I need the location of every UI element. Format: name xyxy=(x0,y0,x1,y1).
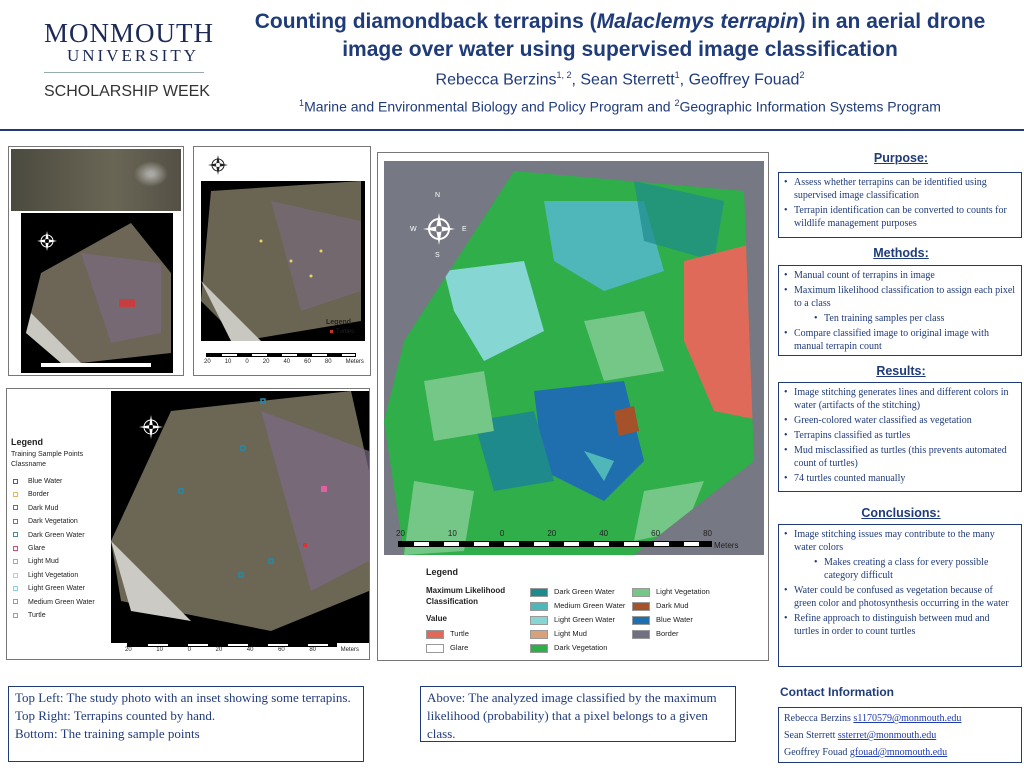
inset-photo xyxy=(11,149,181,211)
affiliations: $^1$Marine and Environmental Biology and Policy Program and $^2$Geographic Information Systems Program xyxy=(299,98,941,115)
scale-bar xyxy=(206,353,356,357)
classified-scale-bar xyxy=(398,541,712,547)
contact-row xyxy=(784,746,1016,759)
contact-row xyxy=(784,712,1016,725)
scale-label: 0 xyxy=(187,647,191,653)
scale-label: 20 xyxy=(262,359,270,365)
training-legend-classname: Classname xyxy=(11,461,47,468)
legend-swatch xyxy=(13,532,18,537)
contact-email-link[interactable]: s1170579@monmouth.edu xyxy=(853,713,962,724)
legend-swatch xyxy=(530,644,548,653)
conclusions-list xyxy=(784,528,1016,638)
legend-label: Dark Vegetation xyxy=(554,643,608,652)
results-item: • Green-colored water classified as vegetation xyxy=(784,414,1016,427)
classified-legend-item xyxy=(530,601,625,611)
scale-label: 60 xyxy=(651,529,661,538)
purpose-list xyxy=(784,176,1016,230)
study-photo-panel xyxy=(8,146,184,376)
scale-label: 40 xyxy=(283,359,291,365)
classified-legend-item xyxy=(632,629,679,639)
caption-center: Above: The analyzed image classified by the maximum likelihood (probability) that a pixel belongs to a given class. xyxy=(420,686,736,742)
legend-label: Glare xyxy=(28,545,46,553)
results-box xyxy=(778,382,1022,492)
training-legend-item xyxy=(13,542,95,555)
legend-label: Light Green Water xyxy=(554,615,615,624)
methods-item: • Compare classified image to original image with manual terrapin count xyxy=(784,327,1016,353)
caption-left xyxy=(8,686,364,762)
classified-legend-item xyxy=(530,587,615,597)
scale-label: 20 xyxy=(204,359,211,365)
header-rule xyxy=(0,129,1024,131)
results-item: • Terrapins classified as turtles xyxy=(784,429,1016,442)
caption-left-line: Top Left: The study photo with an inset showing some terrapins. xyxy=(15,690,351,705)
training-legend-subtitle: Training Sample Points xyxy=(11,451,84,458)
classified-legend-title: Legend xyxy=(426,567,459,577)
training-legend-item xyxy=(13,502,95,515)
logo-monmouth: MONMOUTH xyxy=(44,18,214,48)
legend-swatch xyxy=(632,616,650,625)
methods-item: • Maximum likelihood classification to assign each pixel to a class xyxy=(784,284,1016,310)
scale-label: 40 xyxy=(246,647,254,653)
contact-email-link[interactable]: ssterret@monmouth.edu xyxy=(837,730,937,741)
training-legend-item xyxy=(13,609,95,622)
purpose-box xyxy=(778,172,1022,238)
classified-legend-item xyxy=(632,615,693,625)
classified-image-panel xyxy=(377,152,769,661)
turtles-legend-item xyxy=(330,329,354,335)
legend-swatch xyxy=(530,616,548,625)
conclusions-box xyxy=(778,524,1022,667)
legend-label: Turtle xyxy=(28,612,46,620)
training-legend-item xyxy=(13,555,95,568)
turtles-legend-label: Turtles xyxy=(336,329,355,335)
authors: Rebecca Berzins$^{1, 2}$, Sean Sterrett$^1$, Geoffrey Fouad$^2$ xyxy=(435,70,805,89)
classified-legend-item xyxy=(632,601,689,611)
classified-legend-item xyxy=(426,643,468,653)
legend-swatch xyxy=(13,573,18,578)
scale-label: 0 xyxy=(245,359,249,365)
training-map xyxy=(111,391,369,643)
legend-label: Dark Green Water xyxy=(28,531,85,539)
methods-heading: Methods: xyxy=(873,246,929,260)
training-legend-title: Legend xyxy=(11,437,44,447)
results-heading: Results: xyxy=(876,364,926,378)
contact-row xyxy=(784,729,1016,742)
legend-swatch xyxy=(13,492,18,497)
training-legend-item xyxy=(13,488,95,501)
legend-swatch xyxy=(632,602,650,611)
training-legend-item xyxy=(13,529,95,542)
scale-label: 10 xyxy=(156,647,163,653)
training-scale-labels xyxy=(125,647,359,653)
contact-name: Rebecca Berzins xyxy=(784,713,851,724)
logo-scholarship-week: SCHOLARSHIP WEEK xyxy=(44,83,210,100)
logo-divider xyxy=(44,72,204,73)
scale-label: 20 xyxy=(396,529,405,538)
compass-icon xyxy=(139,415,163,439)
legend-swatch xyxy=(632,588,650,597)
classified-map-svg xyxy=(384,161,764,555)
legend-swatch xyxy=(426,630,444,639)
conclusions-item: • Water could be confused as vegetation because of green color and photosynthesis occurring in the water xyxy=(784,584,1016,610)
methods-list xyxy=(784,269,1016,353)
purpose-heading: Purpose: xyxy=(873,151,929,165)
conclusions-item: • Image stitching issues may contribute to the many water colors xyxy=(784,528,1016,554)
scale-label: 40 xyxy=(599,529,609,538)
legend-label: Dark Mud xyxy=(28,504,59,512)
training-map-svg xyxy=(111,391,369,643)
legend-swatch xyxy=(426,644,444,653)
legend-label: Light Vegetation xyxy=(28,571,79,579)
training-legend-item xyxy=(13,515,95,528)
title-pre: Counting diamondback terrapins ( xyxy=(254,10,597,33)
scale-label: 60 xyxy=(278,647,285,653)
legend-swatch xyxy=(13,546,18,551)
results-item: • Mud misclassified as turtles (this prevents automated count of turtles) xyxy=(784,444,1016,470)
compass-n: N xyxy=(435,192,441,199)
legend-label: Border xyxy=(656,629,679,638)
legend-label: Turtle xyxy=(450,629,469,638)
methods-item: • Ten training samples per class xyxy=(784,312,1016,325)
contact-name: Sean Sterrett xyxy=(784,730,836,741)
classified-legend-item xyxy=(426,629,469,639)
compass-north-icon xyxy=(206,153,230,182)
classified-legend-heading: Maximum Likelihood Classification xyxy=(426,586,506,606)
contact-name: Geoffrey Fouad xyxy=(784,747,848,758)
hand-count-map xyxy=(201,181,365,341)
legend-swatch xyxy=(13,505,18,510)
contact-list xyxy=(784,712,1016,759)
scale-label: 10 xyxy=(224,359,232,365)
scale-label: 60 xyxy=(304,359,311,365)
legend-label: Light Vegetation xyxy=(656,587,710,596)
purpose-item: • Terrapin identification can be converted to counts for wildlife management purposes xyxy=(784,204,1016,230)
methods-item: • Manual count of terrapins in image xyxy=(784,269,1016,282)
results-item: • 74 turtles counted manually xyxy=(784,472,1016,485)
legend-label: Blue Water xyxy=(28,478,63,485)
study-photo-svg xyxy=(21,213,173,373)
hand-count-svg xyxy=(201,181,365,341)
scale-label: 10 xyxy=(447,529,457,538)
study-photo-map xyxy=(21,213,173,373)
classified-map xyxy=(384,161,764,555)
scale-label: 80 xyxy=(703,529,712,538)
scale-label: 80 xyxy=(324,359,332,365)
scale-label: 20 xyxy=(215,647,223,653)
compass-icon xyxy=(423,213,455,245)
scale-label: 80 xyxy=(309,647,317,653)
caption-left-line: Bottom: The training sample points xyxy=(15,726,200,741)
legend-swatch xyxy=(530,588,548,597)
compass-w: W xyxy=(410,226,417,233)
title-post: ) in an aerial drone image over water using supervised image classification xyxy=(342,10,986,61)
contact-heading: Contact Information xyxy=(780,685,894,699)
classified-legend-item xyxy=(530,629,587,639)
compass-e: E xyxy=(462,226,467,233)
logo-university: UNIVERSITY xyxy=(67,46,199,65)
conclusions-item: • Refine approach to distinguish between mud and turtles in order to count turtles xyxy=(784,612,1016,638)
contact-email-link[interactable]: gfouad@mnomouth.edu xyxy=(849,747,948,758)
scale-label: 0 xyxy=(499,529,505,538)
compass-s: S xyxy=(435,252,440,259)
classified-legend-item xyxy=(530,615,615,625)
training-legend-item xyxy=(13,475,95,488)
purpose-item: • Assess whether terrapins can be identified using supervised image classification xyxy=(784,176,1016,202)
legend-label: Dark Green Water xyxy=(554,587,615,596)
training-legend-item xyxy=(13,569,95,582)
conclusions-heading: Conclusions: xyxy=(861,506,941,520)
training-points-panel xyxy=(6,388,370,660)
methods-box xyxy=(778,265,1022,356)
classified-scale-units: Meters xyxy=(714,541,739,550)
training-legend-item xyxy=(13,582,95,595)
turtles-legend-title: Legend xyxy=(326,319,351,326)
scale-label: 20 xyxy=(547,529,557,538)
legend-swatch xyxy=(13,479,18,484)
legend-label: Medium Green Water xyxy=(554,601,626,610)
legend-swatch xyxy=(632,630,650,639)
scale-units: Meters xyxy=(345,359,364,365)
training-legend-item xyxy=(13,596,95,609)
legend-label: Medium Green Water xyxy=(28,598,95,606)
poster-title xyxy=(230,8,1010,64)
contact-box xyxy=(778,707,1022,763)
results-list xyxy=(784,386,1016,485)
legend-label: Blue Water xyxy=(656,615,693,624)
classified-legend-value: Value xyxy=(426,614,447,623)
compass-icon xyxy=(37,231,57,251)
scale-units: Meters xyxy=(340,647,359,653)
legend-swatch xyxy=(13,559,18,564)
legend-swatch xyxy=(13,599,18,604)
legend-label: Light Green Water xyxy=(28,585,85,593)
classified-legend-item xyxy=(530,643,607,653)
scale-label: 20 xyxy=(125,647,132,653)
legend-label: Light Mud xyxy=(554,629,587,638)
legend-swatch xyxy=(530,630,548,639)
legend-swatch xyxy=(13,586,18,591)
classified-legend-item xyxy=(632,587,710,597)
caption-left-line: Top Right: Terrapins counted by hand. xyxy=(15,708,216,723)
legend-label: Dark Vegetation xyxy=(28,518,78,526)
legend-swatch xyxy=(13,519,18,524)
legend-swatch xyxy=(13,613,18,618)
legend-label: Light Mud xyxy=(28,558,59,566)
scale-bar-labels xyxy=(204,359,364,365)
classified-scale-labels xyxy=(396,529,712,538)
training-legend-list xyxy=(13,475,95,622)
legend-label: Glare xyxy=(450,643,469,652)
legend-label: Border xyxy=(28,491,50,499)
hand-count-panel xyxy=(193,146,371,376)
legend-swatch xyxy=(530,602,548,611)
legend-label: Dark Mud xyxy=(656,601,689,610)
conclusions-item: • Makes creating a class for every possible category difficult xyxy=(784,556,1016,582)
results-item: • Image stitching generates lines and different colors in water (artifacts of the stitching) xyxy=(784,386,1016,412)
title-species: Malaclemys terrapin xyxy=(596,10,799,33)
